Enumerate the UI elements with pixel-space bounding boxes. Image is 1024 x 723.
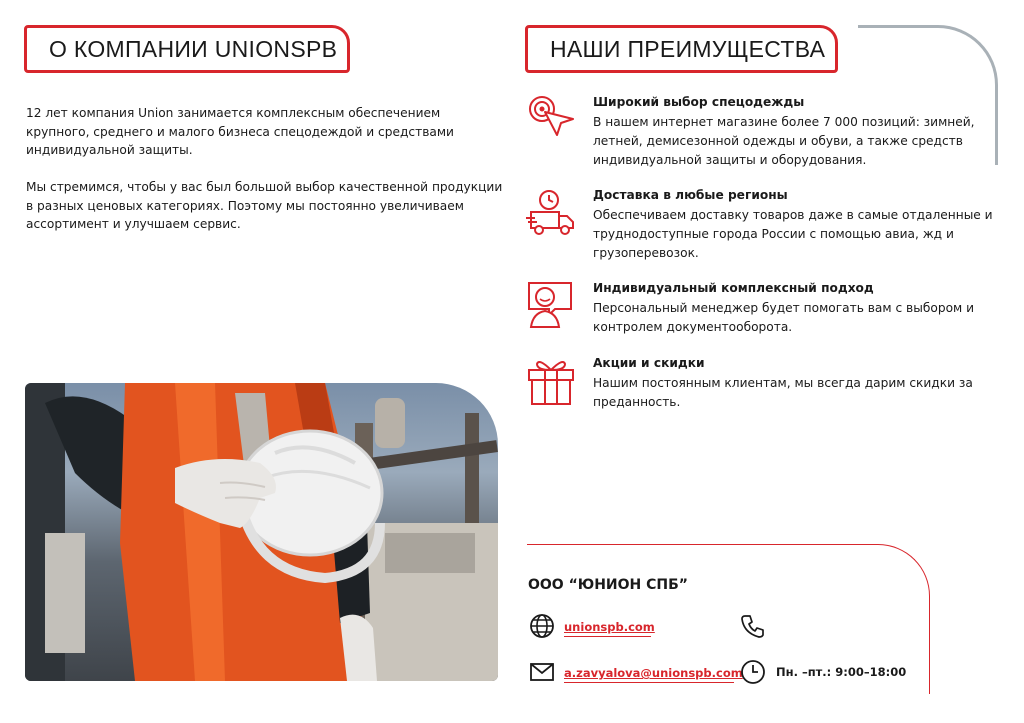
- email-underline: [564, 682, 734, 683]
- personal-manager-icon: [525, 281, 577, 333]
- worker-with-helmet-photo: [25, 383, 498, 681]
- advantage-item-delivery: [525, 188, 995, 263]
- target-cursor-icon: [525, 95, 577, 147]
- working-hours: Пн. –пт.: 9:00–18:00: [776, 665, 907, 679]
- about-paragraph-1: 12 лет компания Union занимается комплексным обеспечением крупного, среднего и малого бизнеса спецодеждой и средствами индивидуальной защиты.: [26, 106, 454, 157]
- gift-icon: [525, 356, 577, 408]
- advantages-title-text: НАШИ ПРЕИМУЩЕСТВА: [550, 35, 826, 62]
- advantage-title: Доставка в любые регионы: [593, 188, 788, 202]
- email-link[interactable]: a.zavyalova@unionspb.com: [564, 666, 743, 680]
- about-title-text: О КОМПАНИИ UNIONSPB: [49, 35, 338, 62]
- advantage-item-discounts: [525, 356, 995, 416]
- clock-icon: [740, 659, 766, 685]
- advantage-description: В нашем интернет магазине более 7 000 позиций: зимней, летней, демисезонной одежды и обуви, а также средств индивидуальной защиты и оборудования.: [593, 115, 975, 167]
- advantage-item-assortment: [525, 95, 995, 170]
- advantage-description: Обеспечиваем доставку товаров даже в самые отдаленные и труднодоступные города России с помощью авиа, жд и грузоперевозок.: [593, 208, 993, 260]
- about-section-title: [24, 25, 350, 73]
- advantages-section-title: [525, 25, 838, 73]
- advantage-description: Персональный менеджер будет помогать вам с выбором и контролем документооборота.: [593, 301, 975, 334]
- website-link[interactable]: unionspb.com: [564, 620, 655, 634]
- advantage-title: Индивидуальный комплексный подход: [593, 281, 874, 295]
- advantage-title: Акции и скидки: [593, 356, 705, 370]
- advantage-description: Нашим постоянным клиентам, мы всегда дарим скидки за преданность.: [593, 376, 973, 409]
- about-paragraph-2: Мы стремимся, чтобы у вас был большой выбор качественной продукции в разных ценовых категориях. Поэтому мы постоянно увеличиваем ассортимент и улучшаем сервис.: [26, 180, 503, 231]
- advantage-item-approach: [525, 281, 995, 341]
- company-name: ООО “ЮНИОН СПБ”: [528, 577, 689, 593]
- phone-icon: [740, 613, 766, 639]
- advantage-title: Широкий выбор спецодежды: [593, 95, 805, 109]
- globe-icon: [529, 613, 555, 639]
- website-underline: [564, 636, 651, 637]
- delivery-truck-icon: [525, 188, 577, 240]
- mail-icon: [529, 659, 555, 685]
